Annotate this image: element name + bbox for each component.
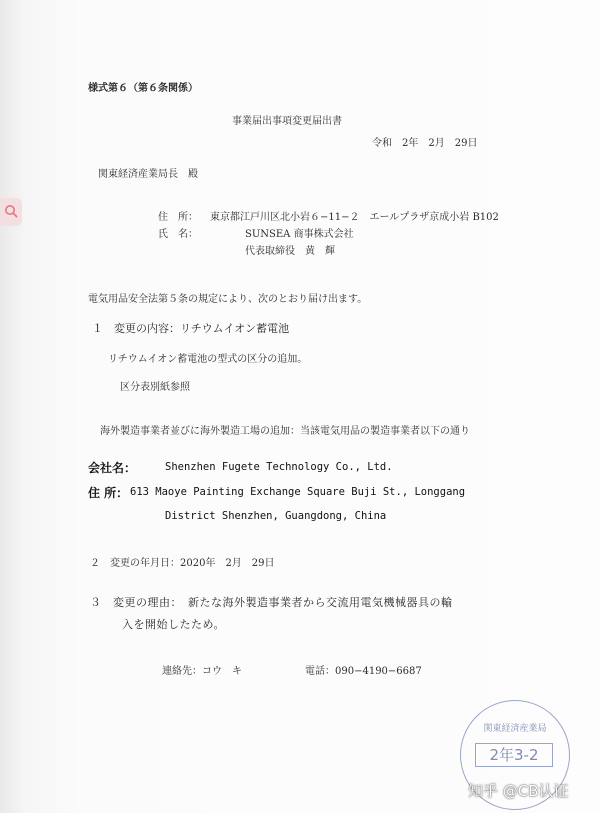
- address-label: 住 所：: [158, 212, 198, 223]
- contact-phone: 電話：090−4190−6687: [305, 666, 422, 677]
- document-title: 事業届出事項変更届出書: [232, 116, 342, 127]
- stamp-issuer: 関東経済産業局: [483, 724, 547, 734]
- name-label: 氏 名：: [158, 229, 198, 240]
- item3-reason: ３ 変更の理由： 新たな海外製造事業者から交流用電気機械器具の輸: [90, 596, 453, 609]
- maker-label: 会社名：: [88, 461, 137, 475]
- contact-person: 連絡先：コウ キ: [162, 666, 242, 677]
- overseas-addition: 海外製造事業者並びに海外製造工場の追加：当該電気用品の製造事業者以下の通り: [100, 426, 470, 437]
- recipient: 関東経済産業局長 殿: [98, 169, 198, 180]
- document-date: 令和 2年 2月 29日: [372, 138, 478, 149]
- form-number: 様式第６（第６条関係）: [88, 83, 198, 94]
- statute-text: 電気用品安全法第５条の規定により、次のとおり届け出ます。: [88, 294, 368, 305]
- maker-address-label: 住 所：: [88, 486, 129, 500]
- item1-reference: 区分表別紙参照: [120, 382, 190, 393]
- stamp-date: 2年3-2: [475, 743, 553, 767]
- maker-name: Shenzhen Fugete Technology Co., Ltd.: [165, 461, 393, 473]
- address: 東京都江戸川区北小岩６−11−２ エールプラザ京成小岩 B102: [210, 212, 499, 223]
- company-name: SUNSEA 商事株式会社: [245, 229, 354, 240]
- item1-detail: リチウムイオン蓄電池の型式の区分の追加。: [108, 354, 308, 365]
- watermark: 知乎 @CB认证: [468, 782, 569, 800]
- maker-address-line1: 613 Maoye Painting Exchange Square Buji St., Longgang: [130, 486, 466, 498]
- item3-reason-cont: 入を開始したため。: [122, 618, 226, 631]
- representative: 代表取締役 黄 輝: [245, 246, 335, 257]
- search-tab[interactable]: [0, 198, 22, 226]
- search-icon: [4, 204, 18, 218]
- item1-content: １ 変更の内容：リチウムイオン蓄電池: [92, 322, 290, 335]
- maker-address-line2: District Shenzhen, Guangdong, China: [165, 510, 387, 522]
- item2-date: ２ 変更の年月日：2020年 2月 29日: [90, 558, 275, 569]
